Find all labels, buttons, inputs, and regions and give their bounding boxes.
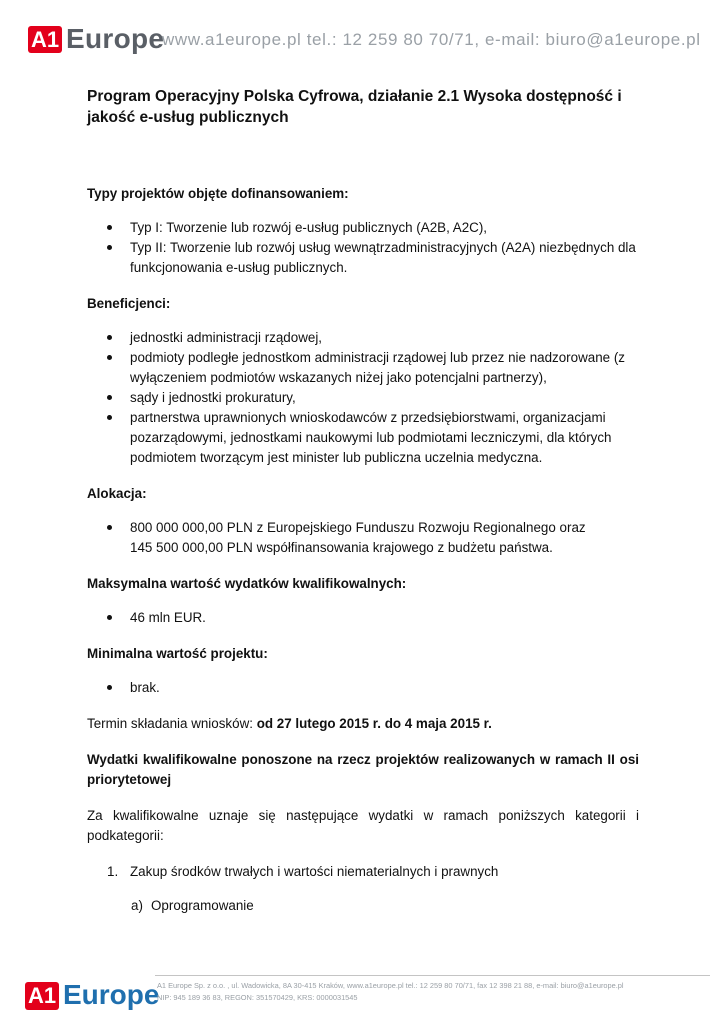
deadline-label: Termin składania wniosków: — [87, 716, 257, 731]
footer-europe-logo-text: Europe — [63, 979, 160, 1010]
footer-a1-logo-badge: A1 — [25, 982, 59, 1010]
item-text: Oprogramowanie — [151, 898, 254, 913]
allocation-efrr: 800 000 000,00 PLN z Europejskiego Funduszu Rozwoju Regionalnego oraz — [130, 520, 586, 535]
eligible-intro: Za kwalifikowalne uznaje się następujące wydatki w ramach poniższych kategorii i podkategorii: — [87, 808, 639, 843]
project-types-list — [87, 218, 639, 278]
deadline-value: od 27 lutego 2015 r. do 4 maja 2015 r. — [256, 716, 492, 731]
page-header — [28, 22, 708, 58]
europe-logo-text: Europe — [66, 23, 165, 54]
min-value-list — [87, 678, 639, 698]
list-item: brak. — [87, 678, 639, 698]
eligible-heading: Wydatki kwalifikowalne ponoszone na rzecz projektów realizowanych w ramach II osi priorytetowej — [87, 752, 639, 787]
footer-divider — [155, 975, 710, 976]
footer-registry: NIP: 945 189 36 83, REGON: 351570429, KRS: 0000031545 — [157, 993, 358, 1002]
list-item: sądy i jednostki prokuratury, — [87, 388, 639, 408]
document-body — [87, 86, 639, 916]
allocation-list — [87, 518, 639, 558]
list-item — [87, 518, 639, 558]
list-item: Typ I: Tworzenie lub rozwój e-usług publicznych (A2B, A2C), — [87, 218, 639, 238]
footer-address: A1 Europe Sp. z o.o. , ul. Wadowicka, 8A 30-415 Kraków, www.a1europe.pl tel.: 12 259 80 70/71, fax 12 398 21 88, e-mail: biuro@a1europe.pl — [157, 981, 624, 990]
numbered-item — [87, 862, 639, 882]
footer-company-info — [157, 980, 624, 1004]
allocation-heading: Alokacja: — [87, 486, 147, 501]
min-value-heading: Minimalna wartość projektu: — [87, 646, 268, 661]
list-item: Typ II: Tworzenie lub rozwój usług wewnątrzadministracyjnych (A2A) niezbędnych dla funkcjonowania e-usług publicznych. — [87, 238, 639, 278]
document-title: Program Operacyjny Polska Cyfrowa, działanie 2.1 Wysoka dostępność i jakość e-usług publicznych — [87, 88, 622, 126]
list-item: jednostki administracji rządowej, — [87, 328, 639, 348]
item-number: 1. — [107, 864, 119, 879]
deadline-paragraph — [87, 714, 639, 734]
header-contact-info: www.a1europe.pl tel.: 12 259 80 70/71, e-mail: biuro@a1europe.pl — [162, 30, 701, 49]
a1-logo-badge: A1 — [28, 26, 62, 53]
list-item: partnerstwa uprawnionych wnioskodawców z przedsiębiorstwami, organizacjami pozarządowymi, jednostkami naukowymi lub podmiotami leczniczymi, dla których podmiotem tworzącym jest minister lub publiczna uczelnia medyczna. — [87, 408, 639, 468]
allocation-national: 145 500 000,00 PLN współfinansowania krajowego z budżetu państwa. — [130, 540, 553, 555]
item-letter: a) — [131, 898, 143, 913]
page-footer — [25, 972, 715, 1012]
item-text: Zakup środków trwałych i wartości niematerialnych i prawnych — [130, 864, 499, 879]
max-value-heading: Maksymalna wartość wydatków kwalifikowalnych: — [87, 576, 407, 591]
project-types-heading: Typy projektów objęte dofinansowaniem: — [87, 186, 349, 201]
beneficiaries-heading: Beneficjenci: — [87, 296, 171, 311]
list-item: 46 mln EUR. — [87, 608, 639, 628]
beneficiaries-list — [87, 328, 639, 468]
list-item: podmioty podległe jednostkom administracji rządowej lub przez nie nadzorowane (z wyłączeniem podmiotów wskazanych niżej jako potencjalni partnerzy), — [87, 348, 639, 388]
lettered-item — [87, 896, 639, 916]
max-value-list — [87, 608, 639, 628]
